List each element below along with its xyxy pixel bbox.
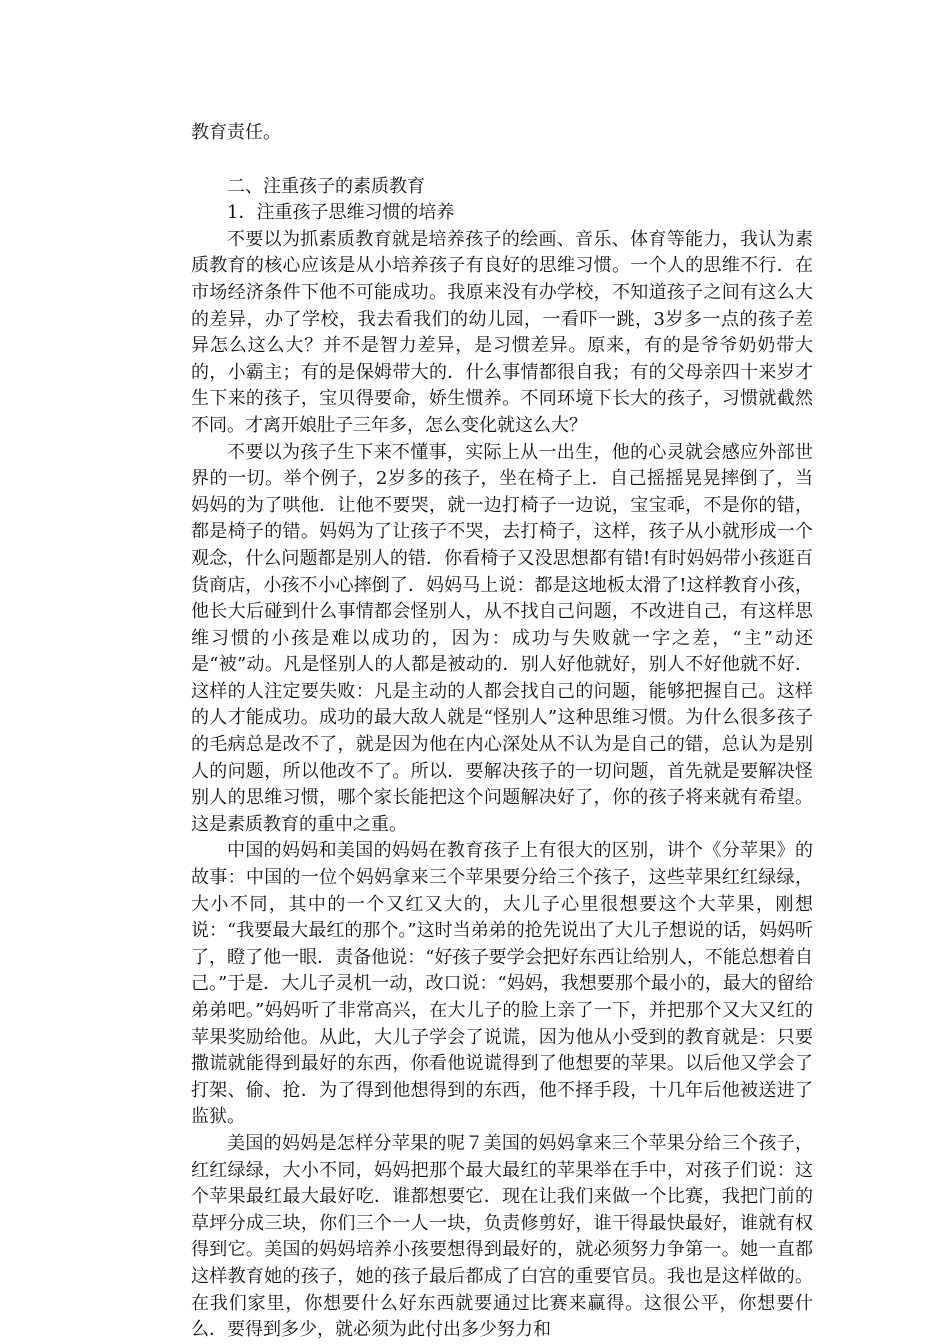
section-heading: 二、注重孩子的素质教育 bbox=[227, 175, 425, 197]
subsection-heading: 1．注重孩子思维习惯的培养 bbox=[227, 202, 455, 224]
body-paragraph-2: 不要以为孩子生下来不懂事，实际上从一出生，他的心灵就会感应外部世界的一切。举个例子，2岁多的孩子，坐在椅子上．自己摇摇晃晃摔倒了，当妈妈的为了哄他．让他不要哭，就一边打椅子一边说，宝宝乖，不是你的错，都是椅子的错。妈妈为了让孩子不哭，去打椅子，这样，孩子从小就形成一个观念，什么问题都是别人的错．你看椅子又没思想都有错!有时妈妈带小孩逛百货商店，小孩不小心摔倒了．妈妈马上说：都是这地板太滑了!这样教育小孩，他长大后碰到什么事情都会怪别人，从不找自己问题，不改进自己，有这样思维习惯的小孩是难以成功的，因为：成功与失败就一字之差，“主”动还是“被”动。凡是怪别人的人都是被动的．别人好他就好，别人不好他就不好．这样的人注定要失败：凡是主动的人都会找自己的问题，能够把握自己。这样的人才能成功。成功的最大敌人就是“怪别人”这种思维习惯。为什么很多孩子的毛病总是改不了，就是因为他在内心深处从不认为是自己的错，总认为是别人的问题，所以他改不了。所以．要解决孩子的一切问题，首先就是要解决怪别人的思维习惯，哪个家长能把这个问题解决好了，你的孩子将来就有希望。这是素质教育的重中之重。 bbox=[191, 441, 813, 835]
body-paragraph-4: 美国的妈妈是怎样分苹果的呢７美国的妈妈拿来三个苹果分给三个孩子，红红绿绿，大小不同，妈妈把那个最大最红的苹果举在手中，对孩子们说：这个苹果最红最大最好吃．谁都想要它．现在让我们来做一个比赛，我把门前的草坪分成三块，你们三个一人一块，负责修剪好，谁干得最快最好，谁就有权得到它。美国的妈妈培养小孩要想得到最好的，就必须努力争第一。她一直都这样教育她的孩子，她的孩子最后都成了白宫的重要官员。我也是这样做的。在我们家里，你想要什么好东西就要通过比赛来赢得。这很公平，你想要什么．要得到多少，就必须为此付出多少努力和 bbox=[191, 1132, 813, 1341]
paragraph-gap bbox=[191, 147, 813, 174]
body-paragraph-3: 中国的妈妈和美国的妈妈在教育孩子上有很大的区别，讲个《分苹果》的故事：中国的一位个妈妈拿来三个苹果要分给三个孩子，这些苹果红红绿绿，大小不同，其中的一个又红又大的，大儿子心里很想要这个大苹果，刚想说：“我要最大最红的那个。”这时当弟弟的抢先说出了大儿子想说的话，妈妈听了，瞪了他一眼．责备他说：“好孩子要学会把好东西让给别人，不能总想着自己。”于是．大儿子灵机一动，改口说：“妈妈，我想要那个最小的，最大的留给弟弟吧。”妈妈听了非常高兴，在大儿子的脸上亲了一下，并把那个又大又红的苹果奖励给他。从此，大儿子学会了说谎，因为他从小受到的教育就是：只要撒谎就能得到最好的东西，你看他说谎得到了他想要的苹果。以后他又学会了打架、偷、抢．为了得到他想得到的东西，他不择手段，十几年后他被送进了监狱。 bbox=[191, 840, 813, 1128]
body-paragraph-1: 不要以为抓素质教育就是培养孩子的绘画、音乐、体育等能力，我认为素质教育的核心应该是从小培养孩子有良好的思维习惯。一个人的思维不行．在市场经济条件下他不可能成功。我原来没有办学校，不知道孩子之间有这么大的差异，办了学校，我去看我们的幼儿园，一看吓一跳，3岁多一点的孩子差异怎么这么大？并不是智力差异，是习惯差异。原来，有的是爷爷奶奶带大的，小霸主；有的是保姆带大的．什么事情都很自我；有的父母亲四十来岁才生下来的孩子，宝贝得要命，娇生惯养。不同环境下长大的孩子，习惯就截然不同。才离开娘肚子三年多，怎么变化就这么大？ bbox=[191, 228, 813, 436]
lead-line: 教育责任。 bbox=[191, 122, 281, 143]
document-page bbox=[191, 120, 813, 1344]
